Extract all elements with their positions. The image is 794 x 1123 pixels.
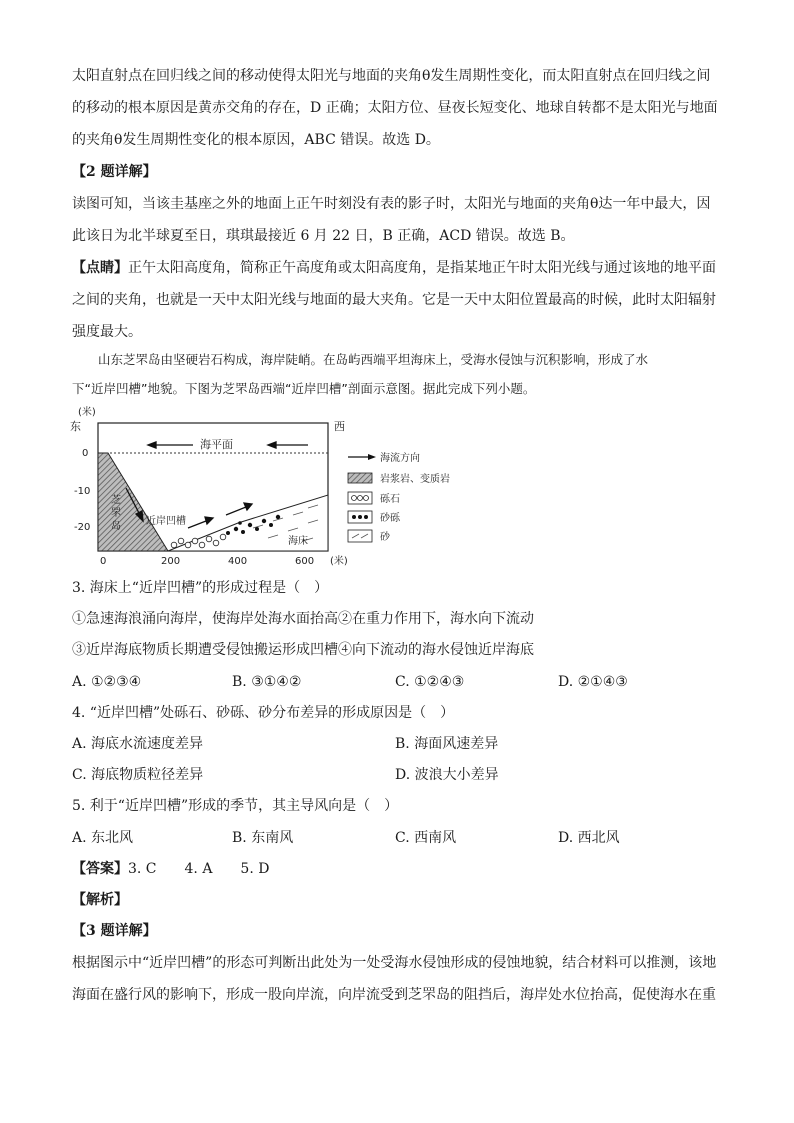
analysis-tag: 【解析】 (72, 892, 128, 908)
option-d[interactable]: D. ②①④③ (558, 674, 628, 690)
section-heading: 【3 题详解】 (72, 923, 157, 939)
cross-section-diagram (68, 403, 508, 573)
island-label-3: 岛 (111, 521, 121, 532)
question-stem: 4. “近岸凹槽”处砾石、砂砾、砂分布差异的形成原因是（ ） (72, 705, 455, 721)
tip-tag: 【点睛】 (72, 260, 128, 276)
text-line: 的夹角θ发生周期性变化的根本原因，ABC 错误。故选 D。 (72, 132, 440, 148)
option-c[interactable]: C. ①②④③ (395, 674, 465, 690)
x-tick-label: 400 (228, 556, 248, 567)
island-label-2: 罘 (111, 508, 121, 519)
option-c[interactable]: C. 海底物质粒径差异 (72, 767, 204, 783)
question-statement: ①急速海浪涌向海岸，使海岸处海水面抬高②在重力作用下，海水向下流动 (72, 611, 534, 627)
east-label: 东 (70, 420, 81, 433)
legend-gravel: 砾石 (380, 494, 400, 505)
legend-pebbly-sand: 砂砾 (380, 513, 400, 524)
west-label: 西 (334, 420, 345, 433)
answer-text: 3. C 4. A 5. D (128, 861, 270, 877)
y-tick-label: 0 (82, 448, 89, 459)
text-line: 的移动的根本原因是黄赤交角的存在，D 正确；太阳方位、昼夜长短变化、地球自转都不是太阳光与地面 (72, 100, 718, 116)
question-statement: ③近岸海底物质长期遭受侵蚀搬运形成凹槽④向下流动的海水侵蚀近岸海底 (72, 642, 534, 658)
text-line: 读图可知，当该圭基座之外的地面上正午时刻没有表的影子时，太阳光与地面的夹角θ达一年中最大，因 (72, 196, 711, 212)
option-a[interactable]: A. 海底水流速度差异 (72, 736, 204, 752)
sea-level-label: 海平面 (200, 438, 233, 451)
legend (348, 451, 450, 543)
text-line: 强度最大。 (72, 324, 142, 340)
option-b[interactable]: B. 东南风 (232, 830, 294, 846)
groove-label: 近岸凹槽 (146, 516, 186, 527)
x-unit-label: (米) (330, 556, 348, 567)
option-c[interactable]: C. 西南风 (395, 830, 457, 846)
y-unit-label: (米) (78, 407, 96, 418)
option-a[interactable]: A. ①②③④ (72, 674, 142, 690)
intro-line: 山东芝罘岛由坚硬岩石构成，海岸陡峭。在岛屿西端平坦海床上，受海水侵蚀与沉积影响，形成了水 (98, 352, 649, 367)
option-b[interactable]: B. ③①④② (232, 674, 302, 690)
text-line: 此该日为北半球夏至日，琪琪最接近 6 月 22 日，B 正确，ACD 错误。故选 B。 (72, 228, 575, 244)
text-line: 之间的夹角，也就是一天中太阳光线与地面的最大夹角。它是一天中太阳位置最高的时候，此时太阳辐射 (72, 292, 716, 308)
x-tick-label: 200 (161, 556, 181, 567)
option-a[interactable]: A. 东北风 (72, 830, 134, 846)
x-tick-label: 0 (100, 556, 107, 567)
y-tick-label: -20 (74, 522, 91, 533)
legend-sand: 砂 (380, 532, 390, 543)
x-tick-label: 600 (295, 556, 315, 567)
section-heading: 【2 题详解】 (72, 164, 157, 180)
legend-rock: 岩浆岩、变质岩 (380, 474, 450, 485)
option-d[interactable]: D. 波浪大小差异 (395, 767, 499, 783)
text-line: 太阳直射点在回归线之间的移动使得太阳光与地面的夹角θ发生周期性变化，而太阳直射点在回归线之间 (72, 68, 711, 84)
text-line: 根据图示中“近岸凹槽”的形态可判断出此处为一处受海水侵蚀形成的侵蚀地貌，结合材料可以推测，该地 (72, 955, 717, 971)
text-line: 海面在盛行风的影响下，形成一股向岸流，向岸流受到芝罘岛的阻挡后，海岸处水位抬高，促使海水在重 (72, 987, 716, 1003)
question-stem: 3. 海床上“近岸凹槽”的形成过程是（ ） (72, 580, 329, 596)
legend-current: 海流方向 (380, 453, 420, 464)
option-b[interactable]: B. 海面风速差异 (395, 736, 499, 752)
tip-paragraph (72, 258, 716, 278)
answer-line (72, 859, 269, 879)
intro-line: 下“近岸凹槽”地貌。下图为芝罘岛西端“近岸凹槽”剖面示意图。据此完成下列小题。 (72, 381, 536, 396)
text-line: 正午太阳高度角，简称正午高度角或太阳高度角，是指某地正午时太阳光线与通过该地的地平面 (128, 260, 716, 276)
answer-tag: 【答案】 (72, 861, 128, 877)
island-label-1: 芝 (111, 495, 121, 506)
seabed-label: 海床 (288, 536, 308, 547)
y-tick-label: -10 (74, 486, 91, 497)
question-stem: 5. 利于“近岸凹槽”形成的季节，其主导风向是（ ） (72, 798, 399, 814)
option-d[interactable]: D. 西北风 (558, 830, 620, 846)
